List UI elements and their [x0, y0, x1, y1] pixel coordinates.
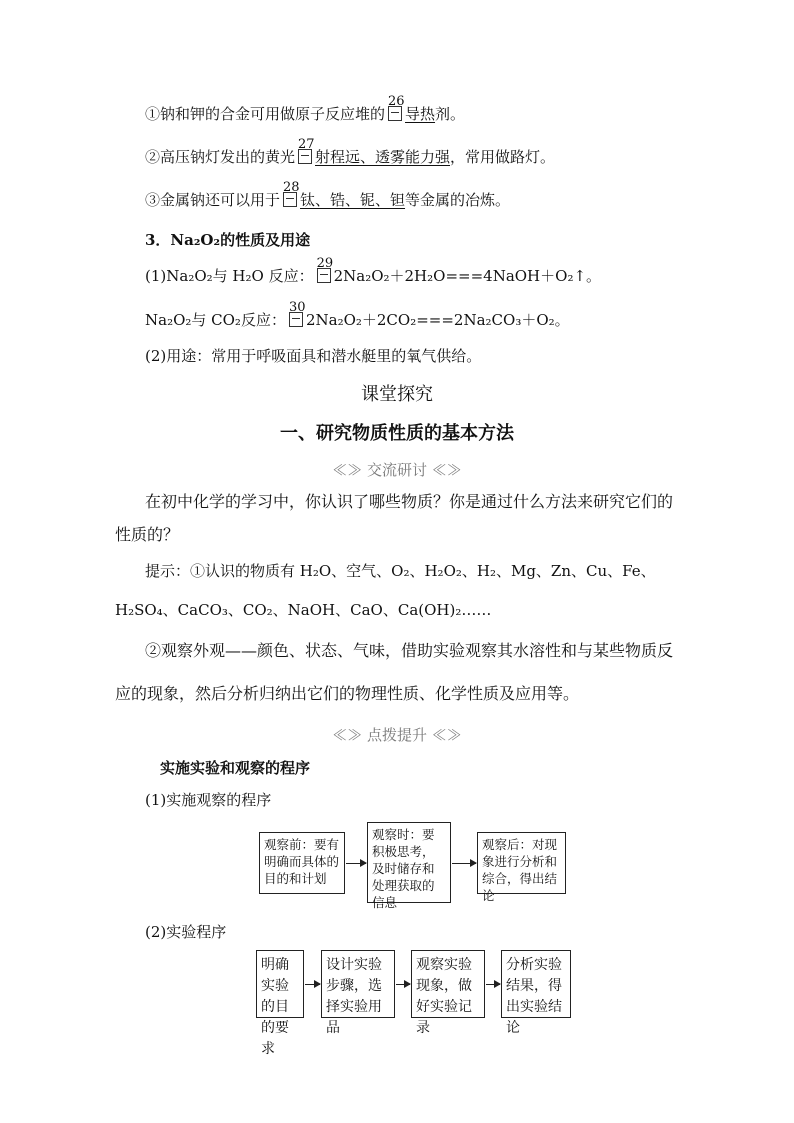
flow-box-during: 观察时：要积极思考，及时储存和处理获取的信息: [367, 822, 451, 903]
question-line-2: 性质的？: [115, 525, 180, 544]
subsection-title: 一、研究物质性质的基本方法: [280, 423, 514, 444]
hint-line-1: 提示：①认识的物质有 H₂O、空气、O₂、H₂O₂、H₂、Mg、Zn、Cu、Fe、: [145, 562, 656, 580]
flow-box-purpose: 明确实验的目的要求: [256, 950, 304, 1018]
answer-box-icon: 26: [388, 106, 402, 121]
answer-box-icon: 29: [317, 268, 331, 283]
flow-box-analyze: 分析实验结果，得出实验结论: [501, 950, 571, 1018]
section-title: 课堂探究: [361, 384, 433, 405]
answer-box-icon: 28: [283, 192, 297, 207]
answer-text: 钛、锆、铌、钽: [300, 191, 406, 209]
hint-line-4: 应的现象，然后分析归纳出它们的物理性质、化学性质及应用等。: [115, 684, 580, 703]
experiment-label: (2)实验程序: [145, 923, 227, 941]
arrow-right-icon: [452, 863, 476, 864]
flow-box-observe: 观察实验现象，做好实验记录: [411, 950, 485, 1018]
answer-text: 导热: [405, 105, 436, 123]
arrow-right-icon: [396, 984, 410, 985]
answer-text: 射程远、透雾能力强: [315, 148, 451, 166]
na2o2-h2o-line: (1)Na₂O₂与 H₂O 反应： 29 2Na₂O₂＋2H₂O===4NaOH＋O₂↑。: [145, 256, 602, 285]
flow-box-design: 设计实验步骤，选择实验用品: [321, 950, 395, 1018]
na2o2-co2-line: Na₂O₂与 CO₂反应： 30 2Na₂O₂＋2CO₂===2Na₂CO₃＋O₂。: [145, 300, 570, 329]
hint-line-3: ②观察外观——颜色、状态、气味，借助实验观察其水溶性和与某些物质反: [145, 641, 674, 660]
flow-box-before: 观察前：要有明确而具体的目的和计划: [259, 832, 345, 894]
na2o2-use-line: (2)用途：常用于呼吸面具和潜水艇里的氧气供给。: [145, 347, 482, 365]
tips-title: ≪≫ 点拨提升 ≪≫: [332, 726, 462, 744]
procedure-title: 实施实验和观察的程序: [160, 759, 311, 777]
answer-box-icon: 30: [289, 312, 303, 327]
arrow-right-icon: [486, 984, 500, 985]
answer-box-icon: 27: [298, 149, 312, 164]
observe-label: (1)实施观察的程序: [145, 791, 272, 809]
arrow-right-icon: [346, 863, 366, 864]
use-line-1: ①钠和钾的合金可用做原子反应堆的 26 导热剂。: [145, 94, 466, 123]
use-line-2: ②高压钠灯发出的黄光 27 射程远、透雾能力强，常用做路灯。: [145, 137, 556, 166]
flow-box-after: 观察后：对现象进行分析和综合，得出结论: [477, 832, 566, 894]
use-line-3: ③金属钠还可以用于 28 钛、锆、铌、钽等金属的冶炼。: [145, 180, 511, 209]
exchange-title: ≪≫ 交流研讨 ≪≫: [332, 461, 462, 479]
arrow-right-icon: [305, 984, 320, 985]
hint-line-2: H₂SO₄、CaCO₃、CO₂、NaOH、CaO、Ca(OH)₂……: [115, 601, 492, 619]
na2o2-heading: 3．Na₂O₂的性质及用途: [145, 231, 311, 249]
question-line-1: 在初中化学的学习中，你认识了哪些物质？你是通过什么方法来研究它们的: [145, 492, 674, 511]
